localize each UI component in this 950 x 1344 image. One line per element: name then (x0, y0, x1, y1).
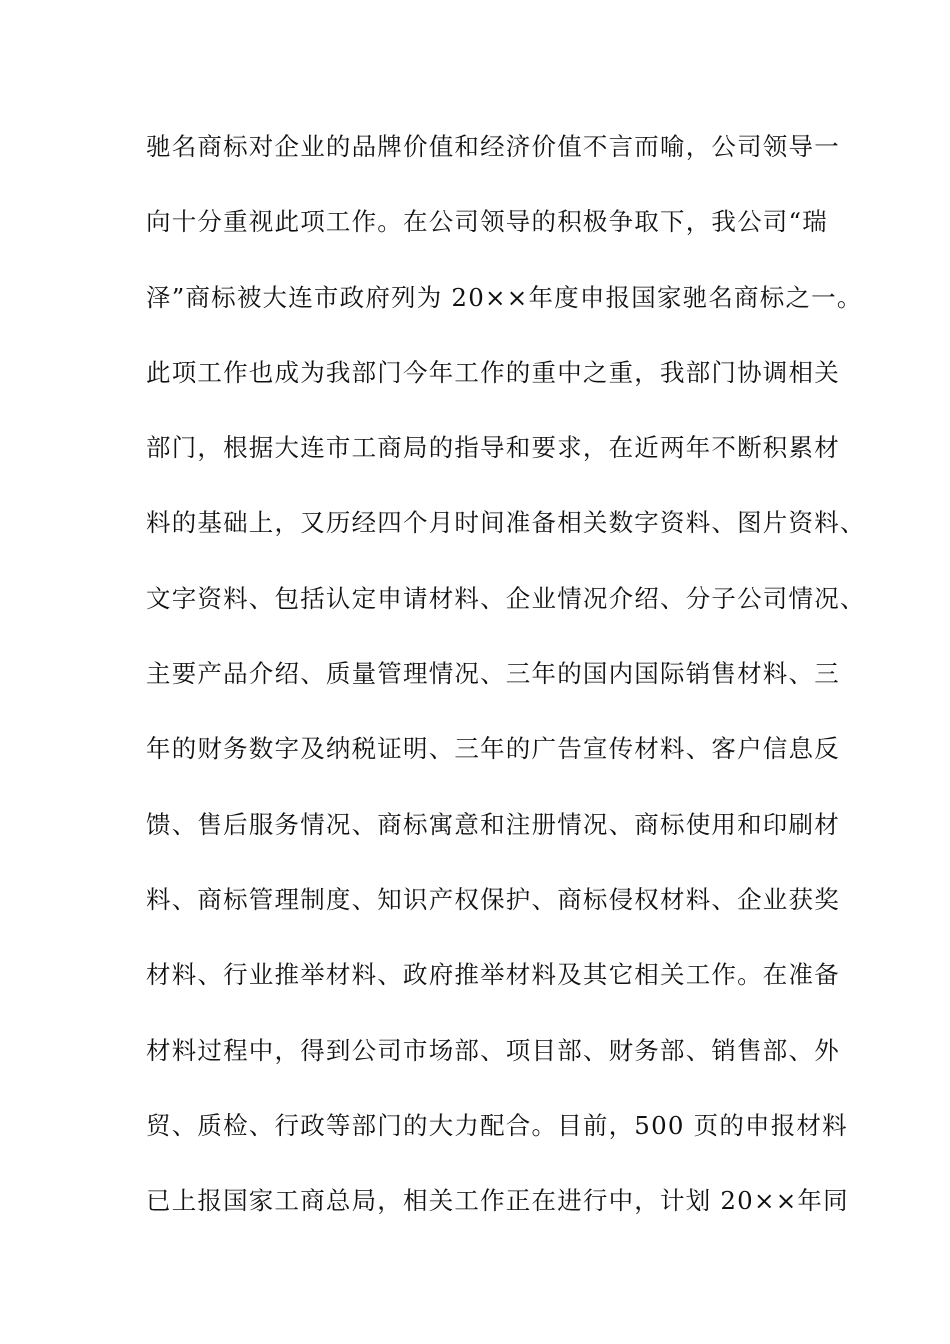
body-paragraph (146, 126, 866, 1255)
text-line: 向十分重视此项工作。在公司领导的积极争取下，我公司“瑞 (146, 207, 828, 237)
text-line: 此项工作也成为我部门今年工作的重中之重，我部门协调相关 (146, 357, 840, 387)
text-line: 年的财务数字及纳税证明、三年的广告宣传材料、客户信息反 (146, 734, 840, 764)
text-line: 文字资料、包括认定申请材料、企业情况介绍、分子公司情况、 (146, 583, 866, 613)
text-line: 主要产品介绍、质量管理情况、三年的国内国际销售材料、三 (146, 659, 840, 689)
text-line: 材料过程中，得到公司市场部、项目部、财务部、销售部、外 (146, 1035, 840, 1065)
text-line: 馈、售后服务情况、商标寓意和注册情况、商标使用和印刷材 (146, 809, 840, 839)
text-line: 料的基础上，又历经四个月时间准备相关数字资料、图片资料、 (146, 508, 866, 538)
text-line: 泽”商标被大连市政府列为 20××年度申报国家驰名商标之一。 (146, 282, 863, 312)
text-line: 料、商标管理制度、知识产权保护、商标侵权材料、企业获奖 (146, 884, 840, 914)
text-line: 已上报国家工商总局，相关工作正在进行中，计划 20××年同 (146, 1186, 849, 1216)
text-line: 部门，根据大连市工商局的指导和要求，在近两年不断积累材 (146, 433, 840, 463)
text-line: 驰名商标对企业的品牌价值和经济价值不言而喻，公司领导一 (146, 132, 840, 161)
text-line: 贸、质检、行政等部门的大力配合。目前，500 页的申报材料 (146, 1110, 848, 1140)
text-line: 材料、行业推举材料、政府推举材料及其它相关工作。在准备 (146, 960, 840, 990)
